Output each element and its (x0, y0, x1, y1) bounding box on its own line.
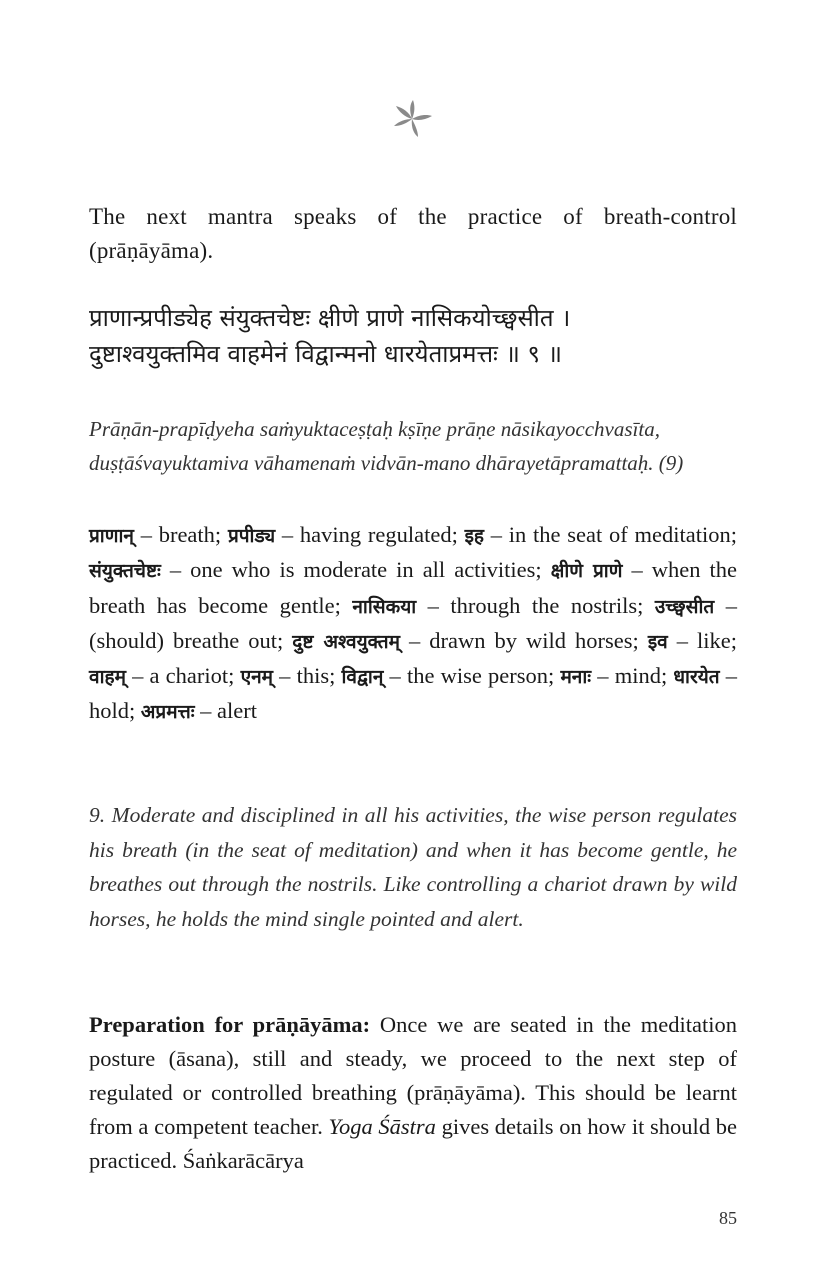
gloss-meaning: – in the seat of meditation; (484, 522, 737, 547)
gloss-term: नासिकया (352, 595, 417, 618)
verse-line-1: प्राणान्प्रपीड्येह संयुक्तचेष्टः क्षीणे प्राणे नासिकयोच्छ्वसीत । (89, 304, 571, 332)
gloss-term: दुष्ट अश्वयुक्तम् (292, 630, 400, 653)
gloss-term: एनम् (240, 666, 273, 689)
section-heading: Preparation for prāṇāyāma: (89, 1012, 371, 1037)
gloss-term: धारयेत (673, 666, 720, 689)
gloss-term: प्रपीड्य (227, 525, 276, 547)
verse-translation: 9. Moderate and disciplined in all his activities, the wise person regulates his breath (in the seat of meditation) and when it has become gentle, he breathes out through the nostrils. Like controlling a chariot drawn by wild horses, he holds the mind single pointed and alert. (89, 803, 737, 931)
verse-line-2: दुष्टाश्वयुक्तमिव वाहमेनं विद्वान्मनो धारयेताप्रमत्तः ॥ ९ ॥ (89, 340, 563, 368)
gloss-term: उच्छ्वसीत (654, 595, 715, 618)
transliteration (89, 412, 737, 480)
gloss-term: मनाः (560, 666, 592, 689)
page-number: 85 (719, 1208, 737, 1228)
leaf-flourish-icon (391, 100, 433, 138)
intro-paragraph: The next mantra speaks of the practice of breath-control (prāṇāyāma). (89, 204, 737, 263)
gloss-meaning: – drawn by wild horses; (400, 627, 648, 653)
gloss-term: इह (464, 525, 485, 547)
gloss-meaning: – a chariot; (125, 663, 241, 689)
gloss-meaning: – hold; (89, 663, 738, 724)
translit-line-1: Prāṇān-prapīḍyeha saṁyuktaceṣṭaḥ kṣīṇe prāṇe nāsikayocchvasīta, (89, 417, 660, 441)
gloss-term: विद्वान् (341, 666, 384, 689)
word-glossary (89, 518, 737, 730)
gloss-term: क्षीणे प्राणे (550, 560, 623, 583)
gloss-meaning: – the wise person; (383, 663, 561, 689)
gloss-meaning: – mind; (591, 663, 674, 689)
body-text: Once we are seated in the meditation posture (āsana), still and steady, we proceed to the next step of regulated or controlled breathing (prāṇāyāma). This should be learnt from a competent teacher. (89, 1012, 737, 1139)
sanskrit-verse (89, 300, 749, 372)
gloss-meaning: – when the breath has become gentle; (89, 557, 737, 618)
body-text: gives details on how it should be practiced. Śaṅkarācārya (89, 1114, 737, 1173)
book-title: Yoga Śāstra (328, 1114, 436, 1139)
gloss-meaning: – having regulated; (275, 522, 465, 547)
gloss-meaning: – breath; (133, 522, 228, 547)
gloss-term: इव (647, 630, 668, 653)
gloss-term: वाहम् (89, 666, 126, 689)
gloss-meaning: – through the nostrils; (416, 592, 655, 618)
gloss-meaning: – like; (667, 627, 737, 653)
book-page (89, 0, 737, 1275)
gloss-meaning: – (should) breathe out; (89, 592, 737, 653)
gloss-meaning: – alert (194, 698, 258, 724)
gloss-meaning: – this; (272, 663, 342, 689)
gloss-term: प्राणान् (89, 525, 134, 547)
gloss-term: अप्रमत्तः (140, 701, 195, 724)
gloss-meaning: – one who is moderate in all activities; (160, 557, 551, 583)
body-paragraph (89, 1008, 737, 1178)
translit-line-2: duṣṭāśvayuktamiva vāhamenaṁ vidvān-mano dhārayetāpramattaḥ. (9) (89, 451, 684, 475)
gloss-term: संयुक्तचेष्टः (89, 560, 161, 583)
